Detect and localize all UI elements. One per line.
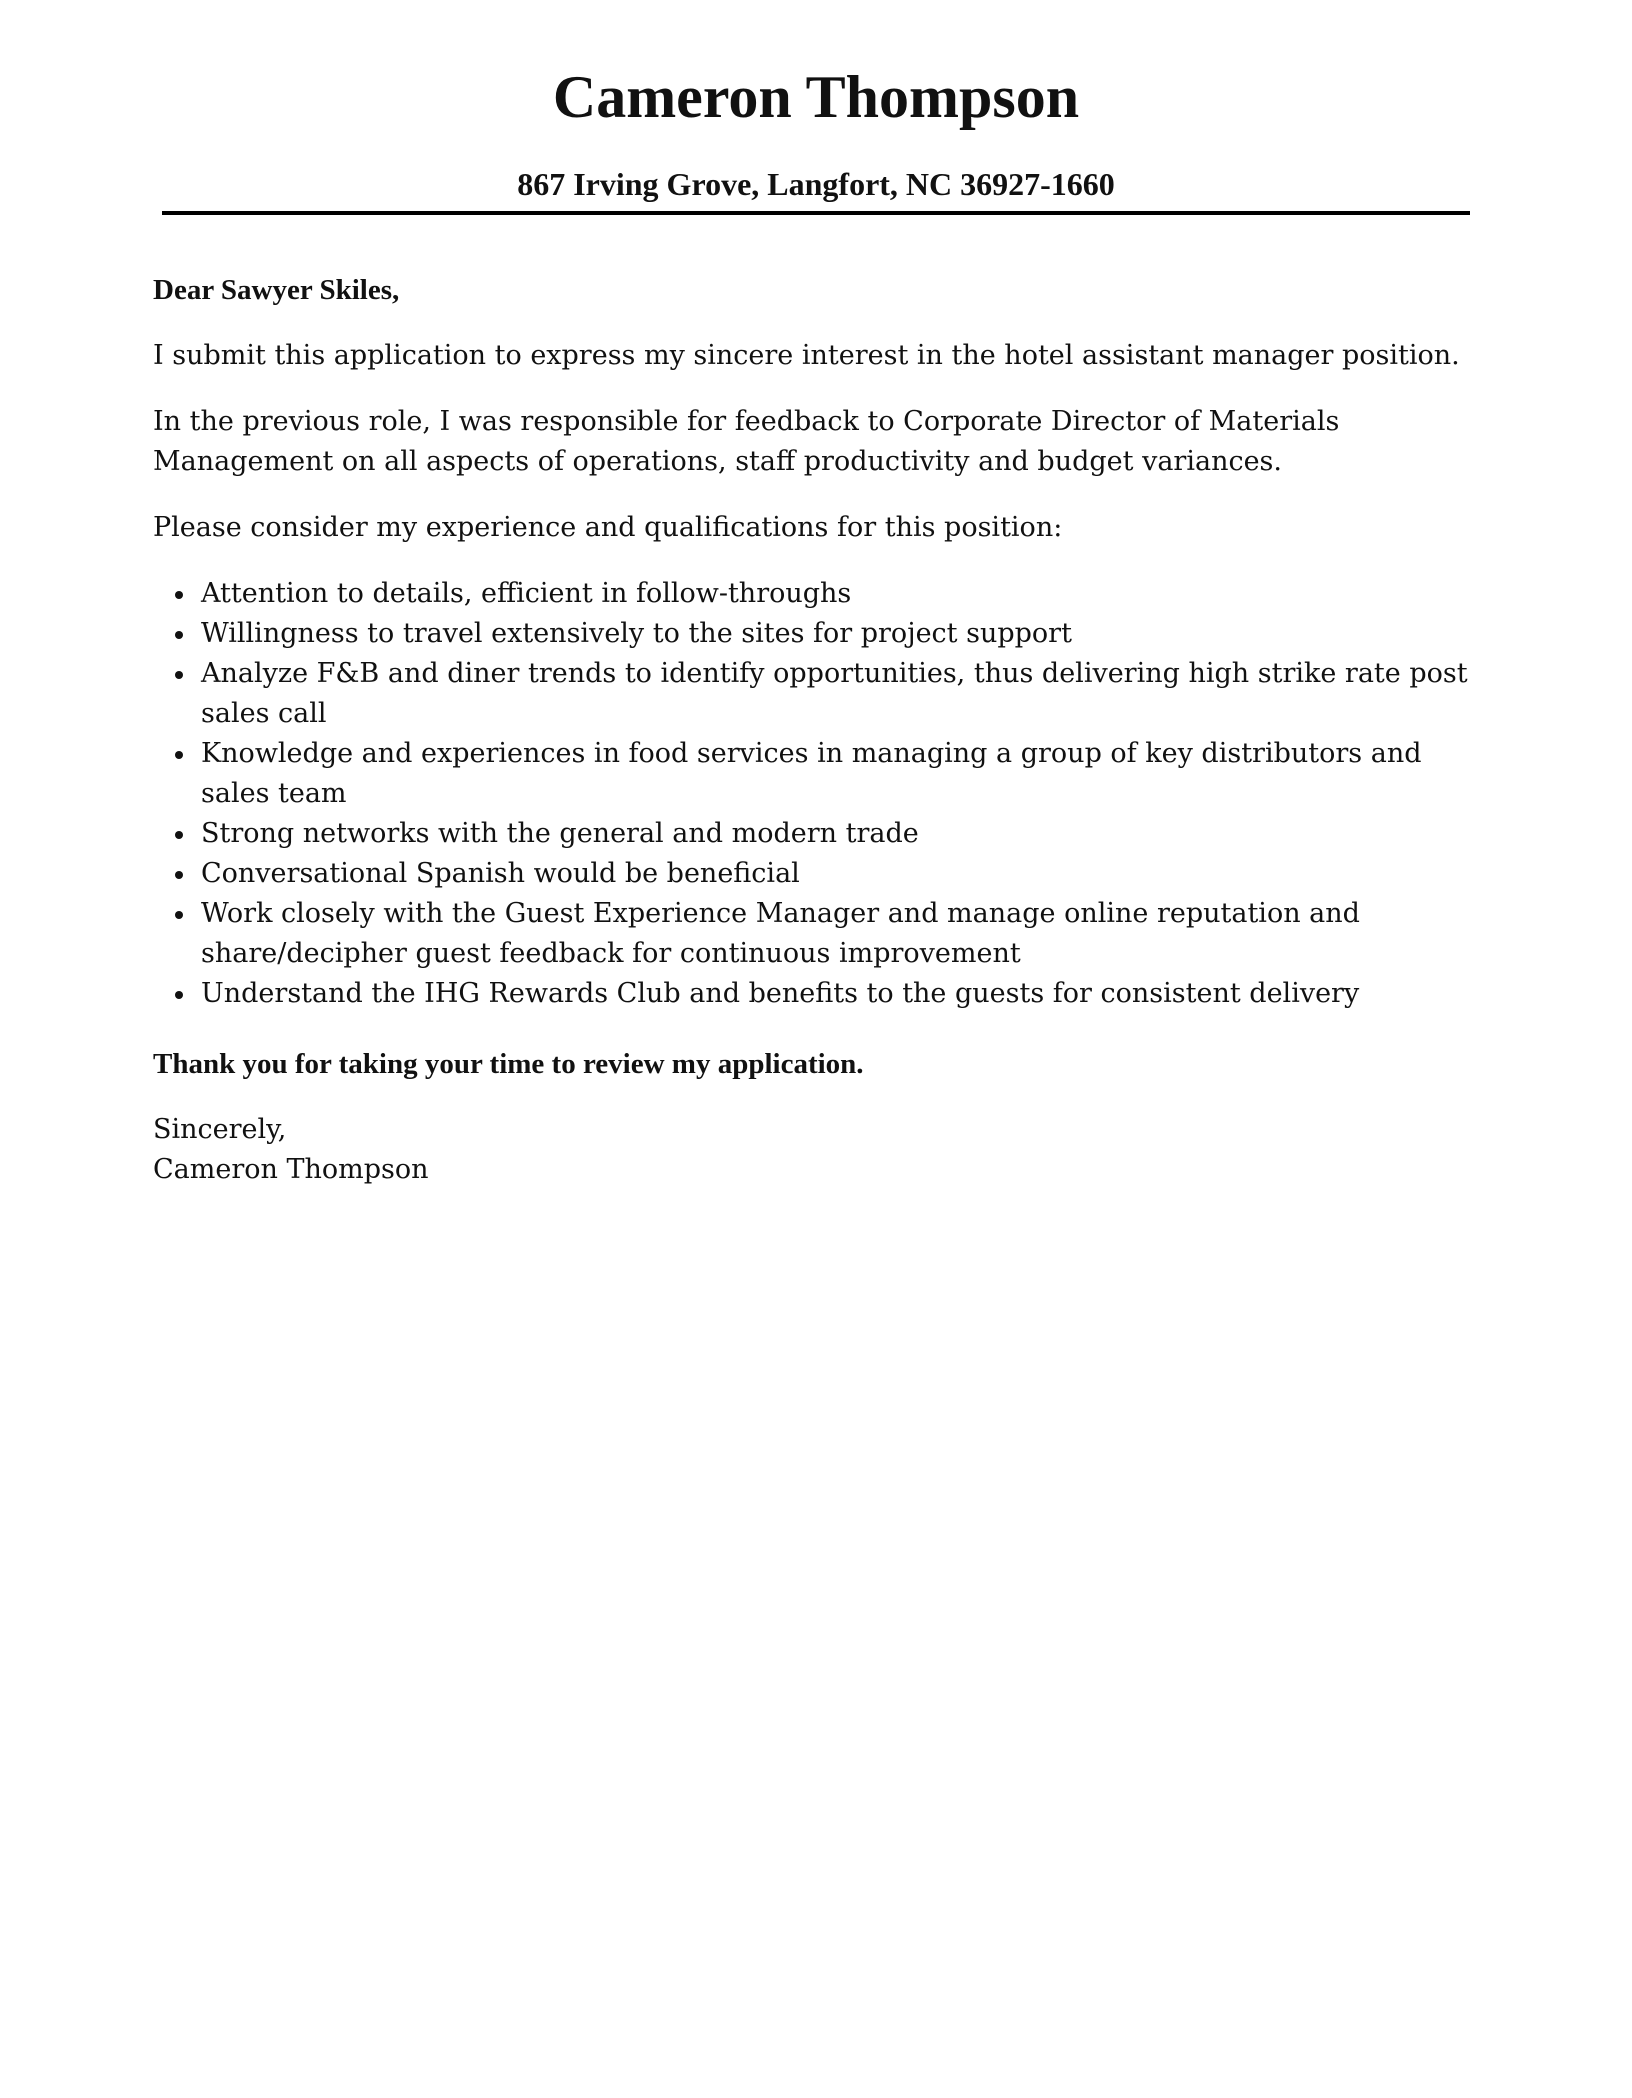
list-item [201,574,1473,614]
signature: Cameron Thompson [153,1154,429,1185]
applicant-address: 867 Irving Grove, Langfort, NC 36927-1660 [517,166,1115,202]
list-item-text: Strong networks with the general and modern trade [201,818,919,849]
list-item [201,894,1473,974]
bullet-icon [175,991,183,999]
list-item-text: Work closely with the Guest Experience Manager and manage online reputation and share/decipher guest feedback for continuous improvement [201,898,1360,969]
experience-paragraph: In the previous role, I was responsible for feedback to Corporate Director of Materials Management on all aspects of operations, staff productivity and budget variances. [153,406,1340,477]
list-item-text: Conversational Spanish would be beneficial [201,858,800,889]
list-item [201,614,1473,654]
intro-paragraph: I submit this application to express my sincere interest in the hotel assistant manager position. [153,340,1460,371]
list-item [201,734,1473,814]
bullet-icon [175,831,183,839]
list-item [201,974,1473,1014]
list-item [201,854,1473,894]
list-item-text: Understand the IHG Rewards Club and benefits to the guests for consistent delivery [201,978,1360,1009]
qualifications-list [153,574,1473,1014]
bullet-icon [175,751,183,759]
qualifications-intro: Please consider my experience and qualifications for this position: [153,512,1063,543]
closing-statement: Thank you for taking your time to review my application. [153,1048,864,1080]
bullet-icon [175,631,183,639]
list-item [201,814,1473,854]
list-item-text: Analyze F&B and diner trends to identify opportunities, thus delivering high strike rate post sales call [201,658,1468,729]
list-item [201,654,1473,734]
applicant-name: Cameron Thompson [552,64,1080,130]
letter-body [153,270,1473,1190]
signoff: Sincerely, [153,1114,287,1145]
list-item-text: Willingness to travel extensively to the sites for project support [201,618,1072,649]
list-item-text: Knowledge and experiences in food services in managing a group of key distributors and sales team [201,738,1422,809]
bullet-icon [175,671,183,679]
bullet-icon [175,871,183,879]
bullet-icon [175,911,183,919]
bullet-icon [175,591,183,599]
list-item-text: Attention to details, efficient in follow-throughs [201,578,852,609]
greeting: Dear Sawyer Skiles, [153,274,400,306]
header-divider [162,211,1470,215]
